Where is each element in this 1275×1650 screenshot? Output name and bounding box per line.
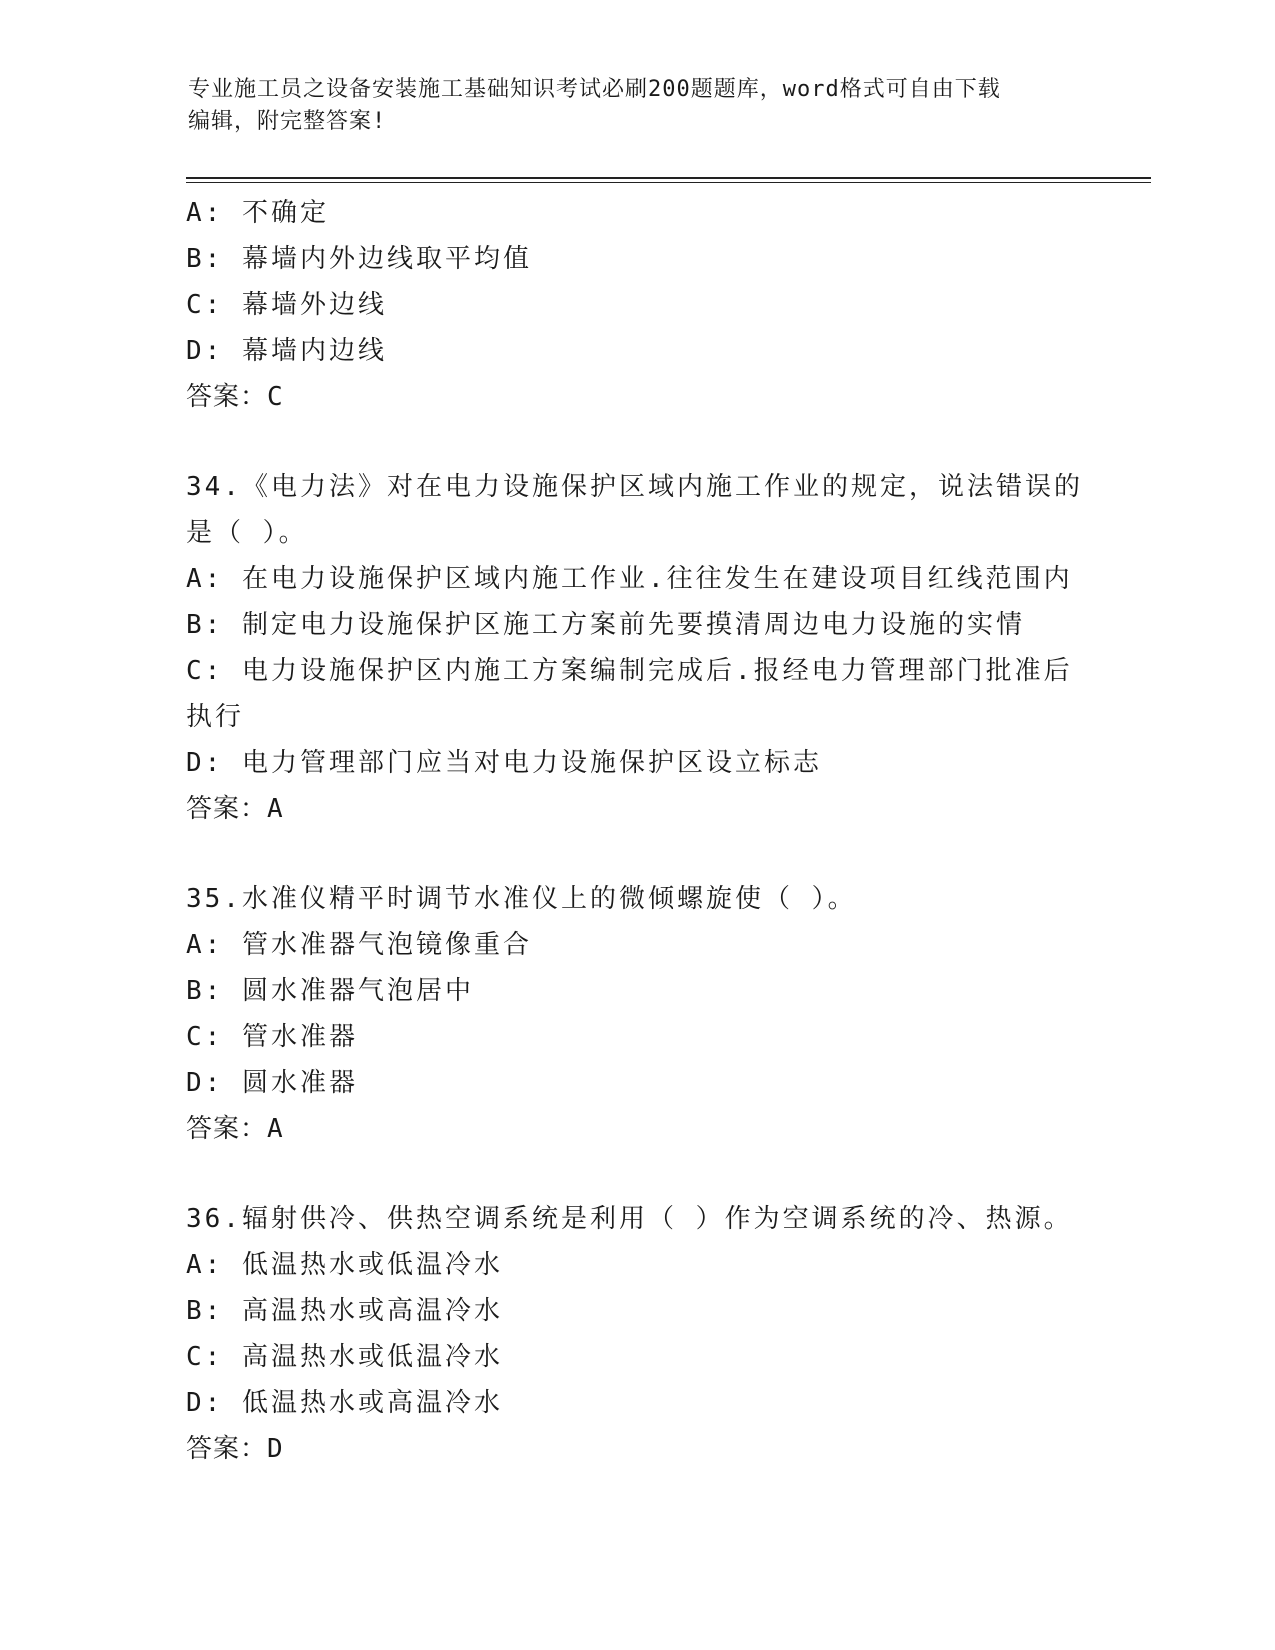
option-a: A: 在电力设施保护区域内施工作业.往往发生在建设项目红线范围内 <box>186 564 1073 594</box>
option-d: D: 电力管理部门应当对电力设施保护区设立标志 <box>186 748 822 778</box>
question-34 <box>186 464 1086 832</box>
question-list <box>186 190 1086 1516</box>
option-c: C: 电力设施保护区内施工方案编制完成后.报经电力管理部门批准后 <box>186 656 1073 686</box>
answer: 答案：A <box>186 1114 284 1144</box>
header-divider-thin <box>186 182 1151 183</box>
question-36 <box>186 1196 1086 1472</box>
option-c: C: 高温热水或低温冷水 <box>186 1342 503 1372</box>
option-b: B: 高温热水或高温冷水 <box>186 1296 503 1326</box>
option-c: C: 幕墙外边线 <box>186 290 387 320</box>
header-divider-thick <box>186 177 1151 179</box>
option-b: B: 幕墙内外边线取平均值 <box>186 244 532 274</box>
question-35 <box>186 876 1086 1152</box>
option-c: C: 管水准器 <box>186 1022 358 1052</box>
question-33-options <box>186 190 1086 420</box>
document-header <box>188 74 1068 138</box>
option-a: A: 低温热水或低温冷水 <box>186 1250 503 1280</box>
option-d: D: 幕墙内边线 <box>186 336 387 366</box>
option-a: A: 管水准器气泡镜像重合 <box>186 930 532 960</box>
question-text-line: 34.《电力法》对在电力设施保护区域内施工作业的规定，说法错误的 <box>186 472 1083 502</box>
answer: 答案：D <box>186 1434 284 1464</box>
answer: 答案：C <box>186 382 284 412</box>
option-b: B: 圆水准器气泡居中 <box>186 976 474 1006</box>
header-line-1: 专业施工员之设备安装施工基础知识考试必刷200题题库，word格式可自由下载 <box>188 77 1001 102</box>
option-c-continued: 执行 <box>186 702 245 732</box>
option-b: B: 制定电力设施保护区施工方案前先要摸清周边电力设施的实情 <box>186 610 1025 640</box>
question-text-line: 是（ ）。 <box>186 518 308 548</box>
answer: 答案：A <box>186 794 284 824</box>
question-text-line: 36.辐射供冷、供热空调系统是利用（ ）作为空调系统的冷、热源。 <box>186 1204 1073 1234</box>
option-d: D: 低温热水或高温冷水 <box>186 1388 503 1418</box>
question-text-line: 35.水准仪精平时调节水准仪上的微倾螺旋使（ ）。 <box>186 884 857 914</box>
header-line-2: 编辑，附完整答案! <box>188 109 387 134</box>
option-d: D: 圆水准器 <box>186 1068 358 1098</box>
option-a: A: 不确定 <box>186 198 329 228</box>
